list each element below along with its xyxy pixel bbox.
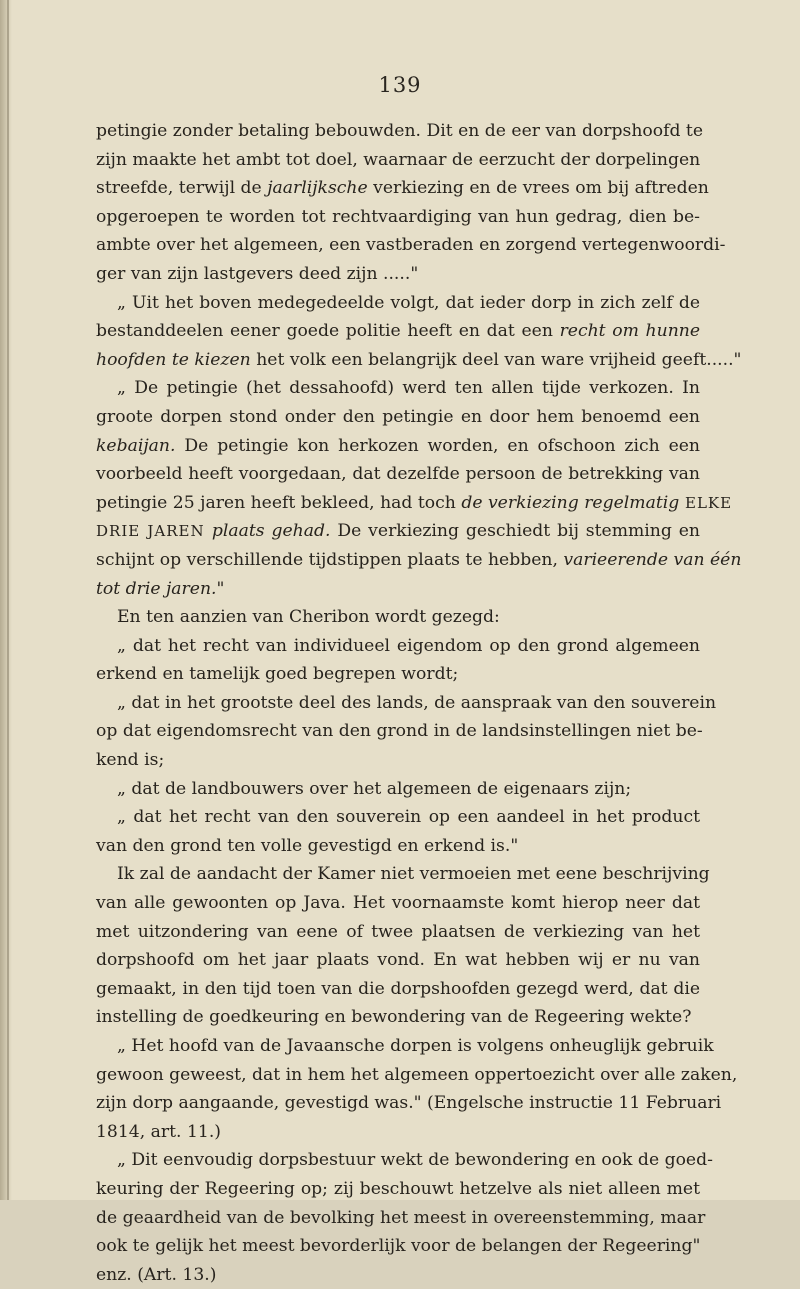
page-spine-shadow [0,0,12,1200]
text-line: dorpshoofd om het jaar plaats vond. En wat hebben wij er nu van [96,950,700,971]
text-line: de geaardheid van de bevolking het meest in overeenstemming, maar [96,1207,706,1228]
text-line: groote dorpen stond onder den petingie en door hem benoemd een [96,406,700,427]
text-line: „ dat het recht van individueel eigendom op den grond algemeen [117,635,700,656]
text-line: enz. (Art. 13.) [96,1264,217,1285]
text-line: voorbeeld heeft voorgedaan, dat dezelfde persoon de betrekking van [96,464,700,485]
text-line: „ Het hoofd van de Javaansche dorpen is volgens onheuglijk gebruik [117,1036,714,1056]
text-line: „ dat het recht van den souverein op een aandeel in het product [117,807,700,828]
body-text [96,117,742,1289]
text-line: „ dat de landbouwers over het algemeen de eigenaars zijn; [117,778,632,799]
text-line: petingie zonder betaling bebouwden. Dit en de eer van dorpshoofd te [96,121,704,141]
text-line: erkend en tamelijk goed begrepen wordt; [96,664,459,685]
text-line: streefde, terwijl de jaarlijksche verkiezing en de vrees om bij aftreden [96,178,709,199]
text-line: Ik zal de aandacht der Kamer niet vermoeien met eene beschrijving [117,864,710,885]
text-line: met uitzondering van eene of twee plaatsen de verkiezing van het [96,921,700,942]
text-line: van den grond ten volle gevestigd en erkend is." [96,835,519,856]
text-line: DRIE JAREN plaats gehad. De verkiezing geschiedt bij stemming en [96,521,701,542]
text-line: 1814, art. 11.) [96,1121,222,1142]
text-line: keuring der Regeering op; zij beschouwt hetzelve als niet alleen met [96,1178,700,1199]
text-line: hoofden te kiezen het volk een belangrijk deel van ware vrijheid geeft....." [96,349,742,370]
text-line: bestanddeelen eener goede politie heeft en dat een recht om hunne [96,321,701,342]
text-line: van alle gewoonten op Java. Het voornaamste komt hierop neer dat [96,893,700,914]
text-line: opgeroepen te worden tot rechtvaardiging van hun gedrag, dien be- [96,206,700,227]
text-line: „ De petingie (het dessahoofd) werd ten allen tijde verkozen. In [117,378,700,399]
text-line: zijn dorp aangaande, gevestigd was." (Engelsche instructie 11 Februari [96,1093,722,1114]
text-line: gewoon geweest, dat in hem het algemeen oppertoezicht over alle zaken, [96,1064,738,1085]
text-line: ook te gelijk het meest bevorderlijk voor de belangen der Regeering" [96,1236,701,1257]
text-line: instelling de goedkeuring en bewondering van de Regeering wekte? [96,1007,692,1028]
text-line: kebaijan. De petingie kon herkozen worden, en ofschoon zich een [96,435,700,456]
text-line: kend is; [96,750,165,771]
text-line: schijnt op verschillende tijdstippen plaats te hebben, varieerende van één [96,549,742,570]
text-line: ger van zijn lastgevers deed zijn ....." [96,263,419,284]
page-spine-edge [7,0,9,1200]
text-line: En ten aanzien van Cheribon wordt gezegd: [117,607,500,628]
text-line: „ Dit eenvoudig dorpsbestuur wekt de bewondering en ook de goed- [117,1150,713,1171]
text-line: tot drie jaren." [96,578,225,599]
text-line: zijn maakte het ambt tot doel, waarnaar de eerzucht der dorpelingen [96,149,701,170]
text-line: „ Uit het boven medegedeelde volgt, dat ieder dorp in zich zelf de [117,292,700,313]
text-line: „ dat in het grootste deel des lands, de aanspraak van den souverein [117,692,717,713]
text-line: gemaakt, in den tijd toen van die dorpshoofden gezegd werd, dat die [96,978,700,999]
text-line: ambte over het algemeen, een vastberaden en zorgend vertegenwoordi- [96,235,726,256]
page-number: 139 [378,73,422,97]
text-line: petingie 25 jaren heeft bekleed, had toch de verkiezing regelmatig ELKE [96,492,733,513]
text-line: op dat eigendomsrecht van den grond in de landsinstellingen niet be- [96,721,703,742]
